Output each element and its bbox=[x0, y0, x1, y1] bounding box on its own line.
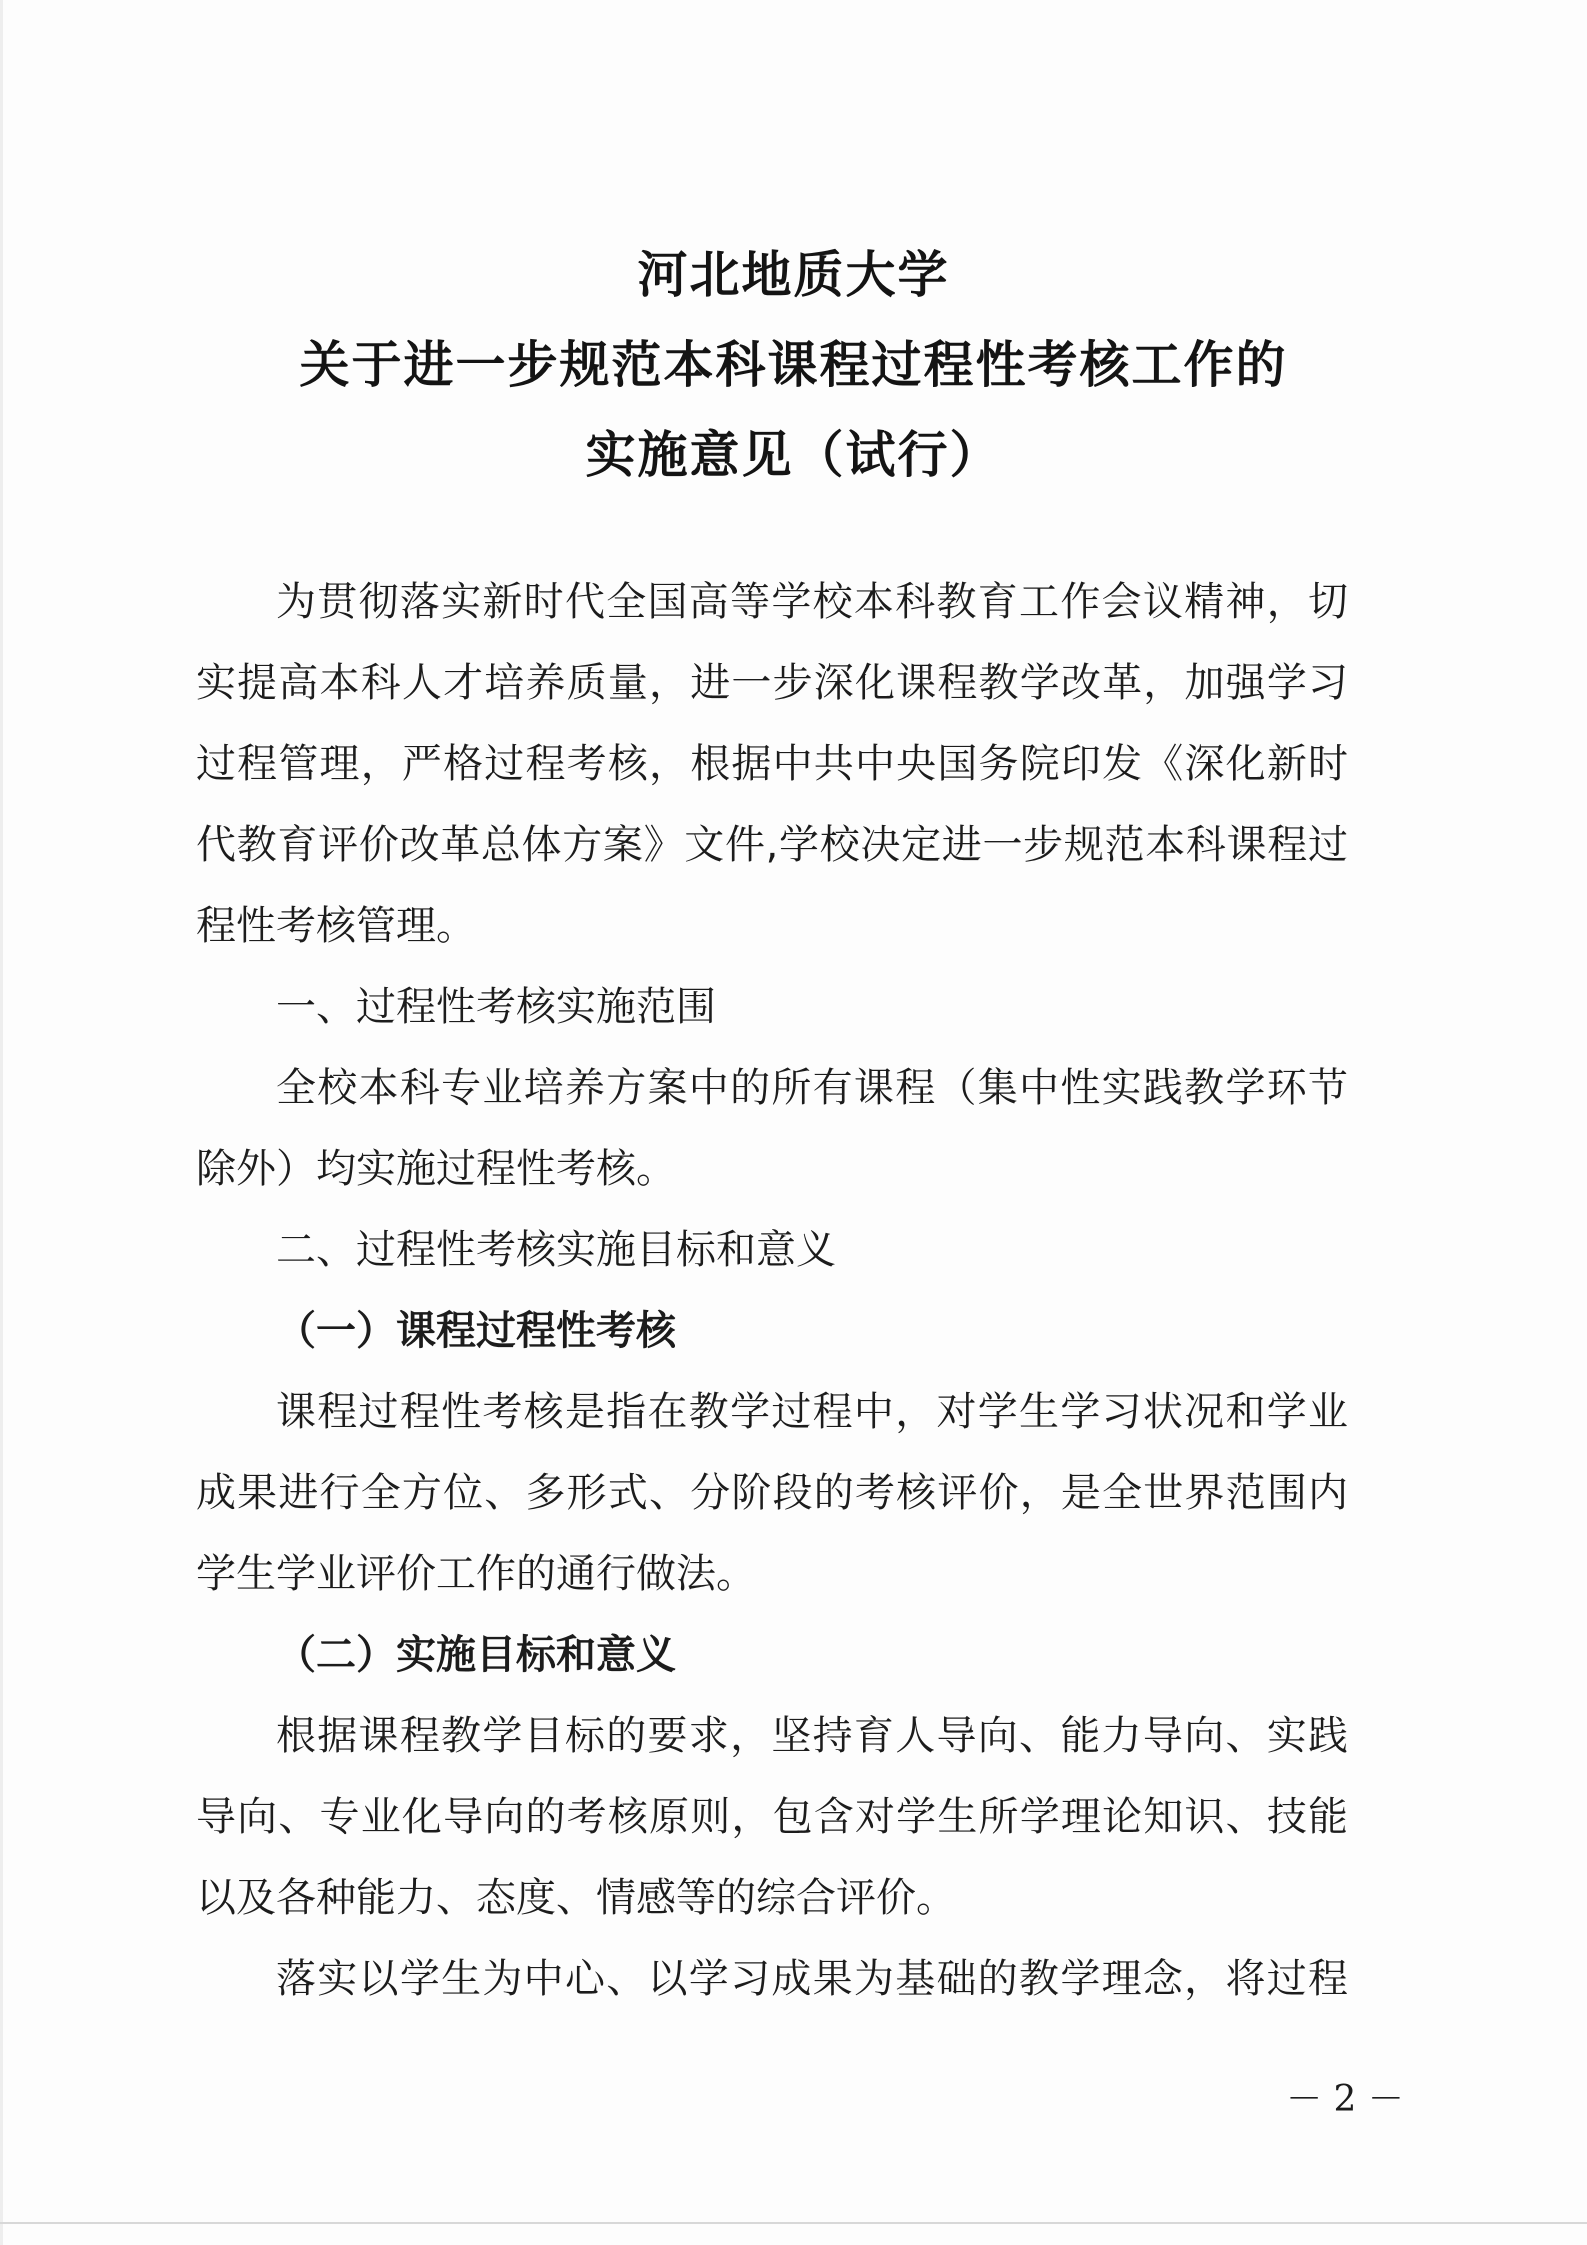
paragraph-line: 为贯彻落实新时代全国高等学校本科教育工作会议精神，切 bbox=[276, 579, 1348, 625]
paragraph-line: 课程过程性考核是指在教学过程中，对学生学习状况和学业 bbox=[276, 1389, 1348, 1435]
paragraph-line: 除外）均实施过程性考核。 bbox=[196, 1146, 676, 1192]
paragraph-line: 成果进行全方位、多形式、分阶段的考核评价，是全世界范围内 bbox=[196, 1470, 1348, 1516]
subsection-1-paragraph bbox=[196, 1372, 1348, 1615]
paragraph-line: 以及各种能力、态度、情感等的综合评价。 bbox=[196, 1875, 956, 1921]
section-1-paragraph bbox=[196, 1048, 1348, 1210]
paragraph-line: 代教育评价改革总体方案》文件,学校决定进一步规范本科课程过 bbox=[196, 822, 1348, 868]
section-heading-1: 一、过程性考核实施范围 bbox=[276, 984, 716, 1030]
paragraph-line: 落实以学生为中心、以学习成果为基础的教学理念，将过程 bbox=[276, 1956, 1348, 2002]
title-line-2: 关于进一步规范本科课程过程性考核工作的 bbox=[299, 335, 1288, 394]
scan-bottom-edge bbox=[0, 2222, 1587, 2224]
paragraph-line: 程性考核管理。 bbox=[196, 903, 476, 949]
paragraph-line: 实提高本科人才培养质量，进一步深化课程教学改革，加强学习 bbox=[196, 660, 1348, 706]
paragraph-line: 过程管理，严格过程考核，根据中共中央国务院印发《深化新时 bbox=[196, 741, 1348, 787]
paragraph-line: 导向、专业化导向的考核原则，包含对学生所学理论知识、技能 bbox=[196, 1794, 1348, 1840]
page-number: － 2 － bbox=[1286, 2079, 1404, 2120]
section-heading-2: 二、过程性考核实施目标和意义 bbox=[276, 1227, 836, 1273]
paragraph-line: 根据课程教学目标的要求，坚持育人导向、能力导向、实践 bbox=[276, 1713, 1348, 1759]
subsection-2-paragraph-2 bbox=[196, 1939, 1348, 2020]
subsection-heading-1: （一）课程过程性考核 bbox=[276, 1308, 676, 1354]
document-title bbox=[0, 230, 1587, 500]
paragraph-line: 全校本科专业培养方案中的所有课程（集中性实践教学环节 bbox=[276, 1065, 1348, 1111]
subsection-heading-2: （二）实施目标和意义 bbox=[276, 1632, 676, 1678]
document-body bbox=[196, 562, 1348, 2020]
subsection-2-paragraph-1 bbox=[196, 1696, 1348, 1939]
title-line-1: 河北地质大学 bbox=[637, 245, 950, 304]
intro-paragraph bbox=[196, 562, 1348, 967]
paragraph-line: 学生学业评价工作的通行做法。 bbox=[196, 1551, 756, 1597]
title-line-3: 实施意见（试行） bbox=[585, 425, 1002, 484]
